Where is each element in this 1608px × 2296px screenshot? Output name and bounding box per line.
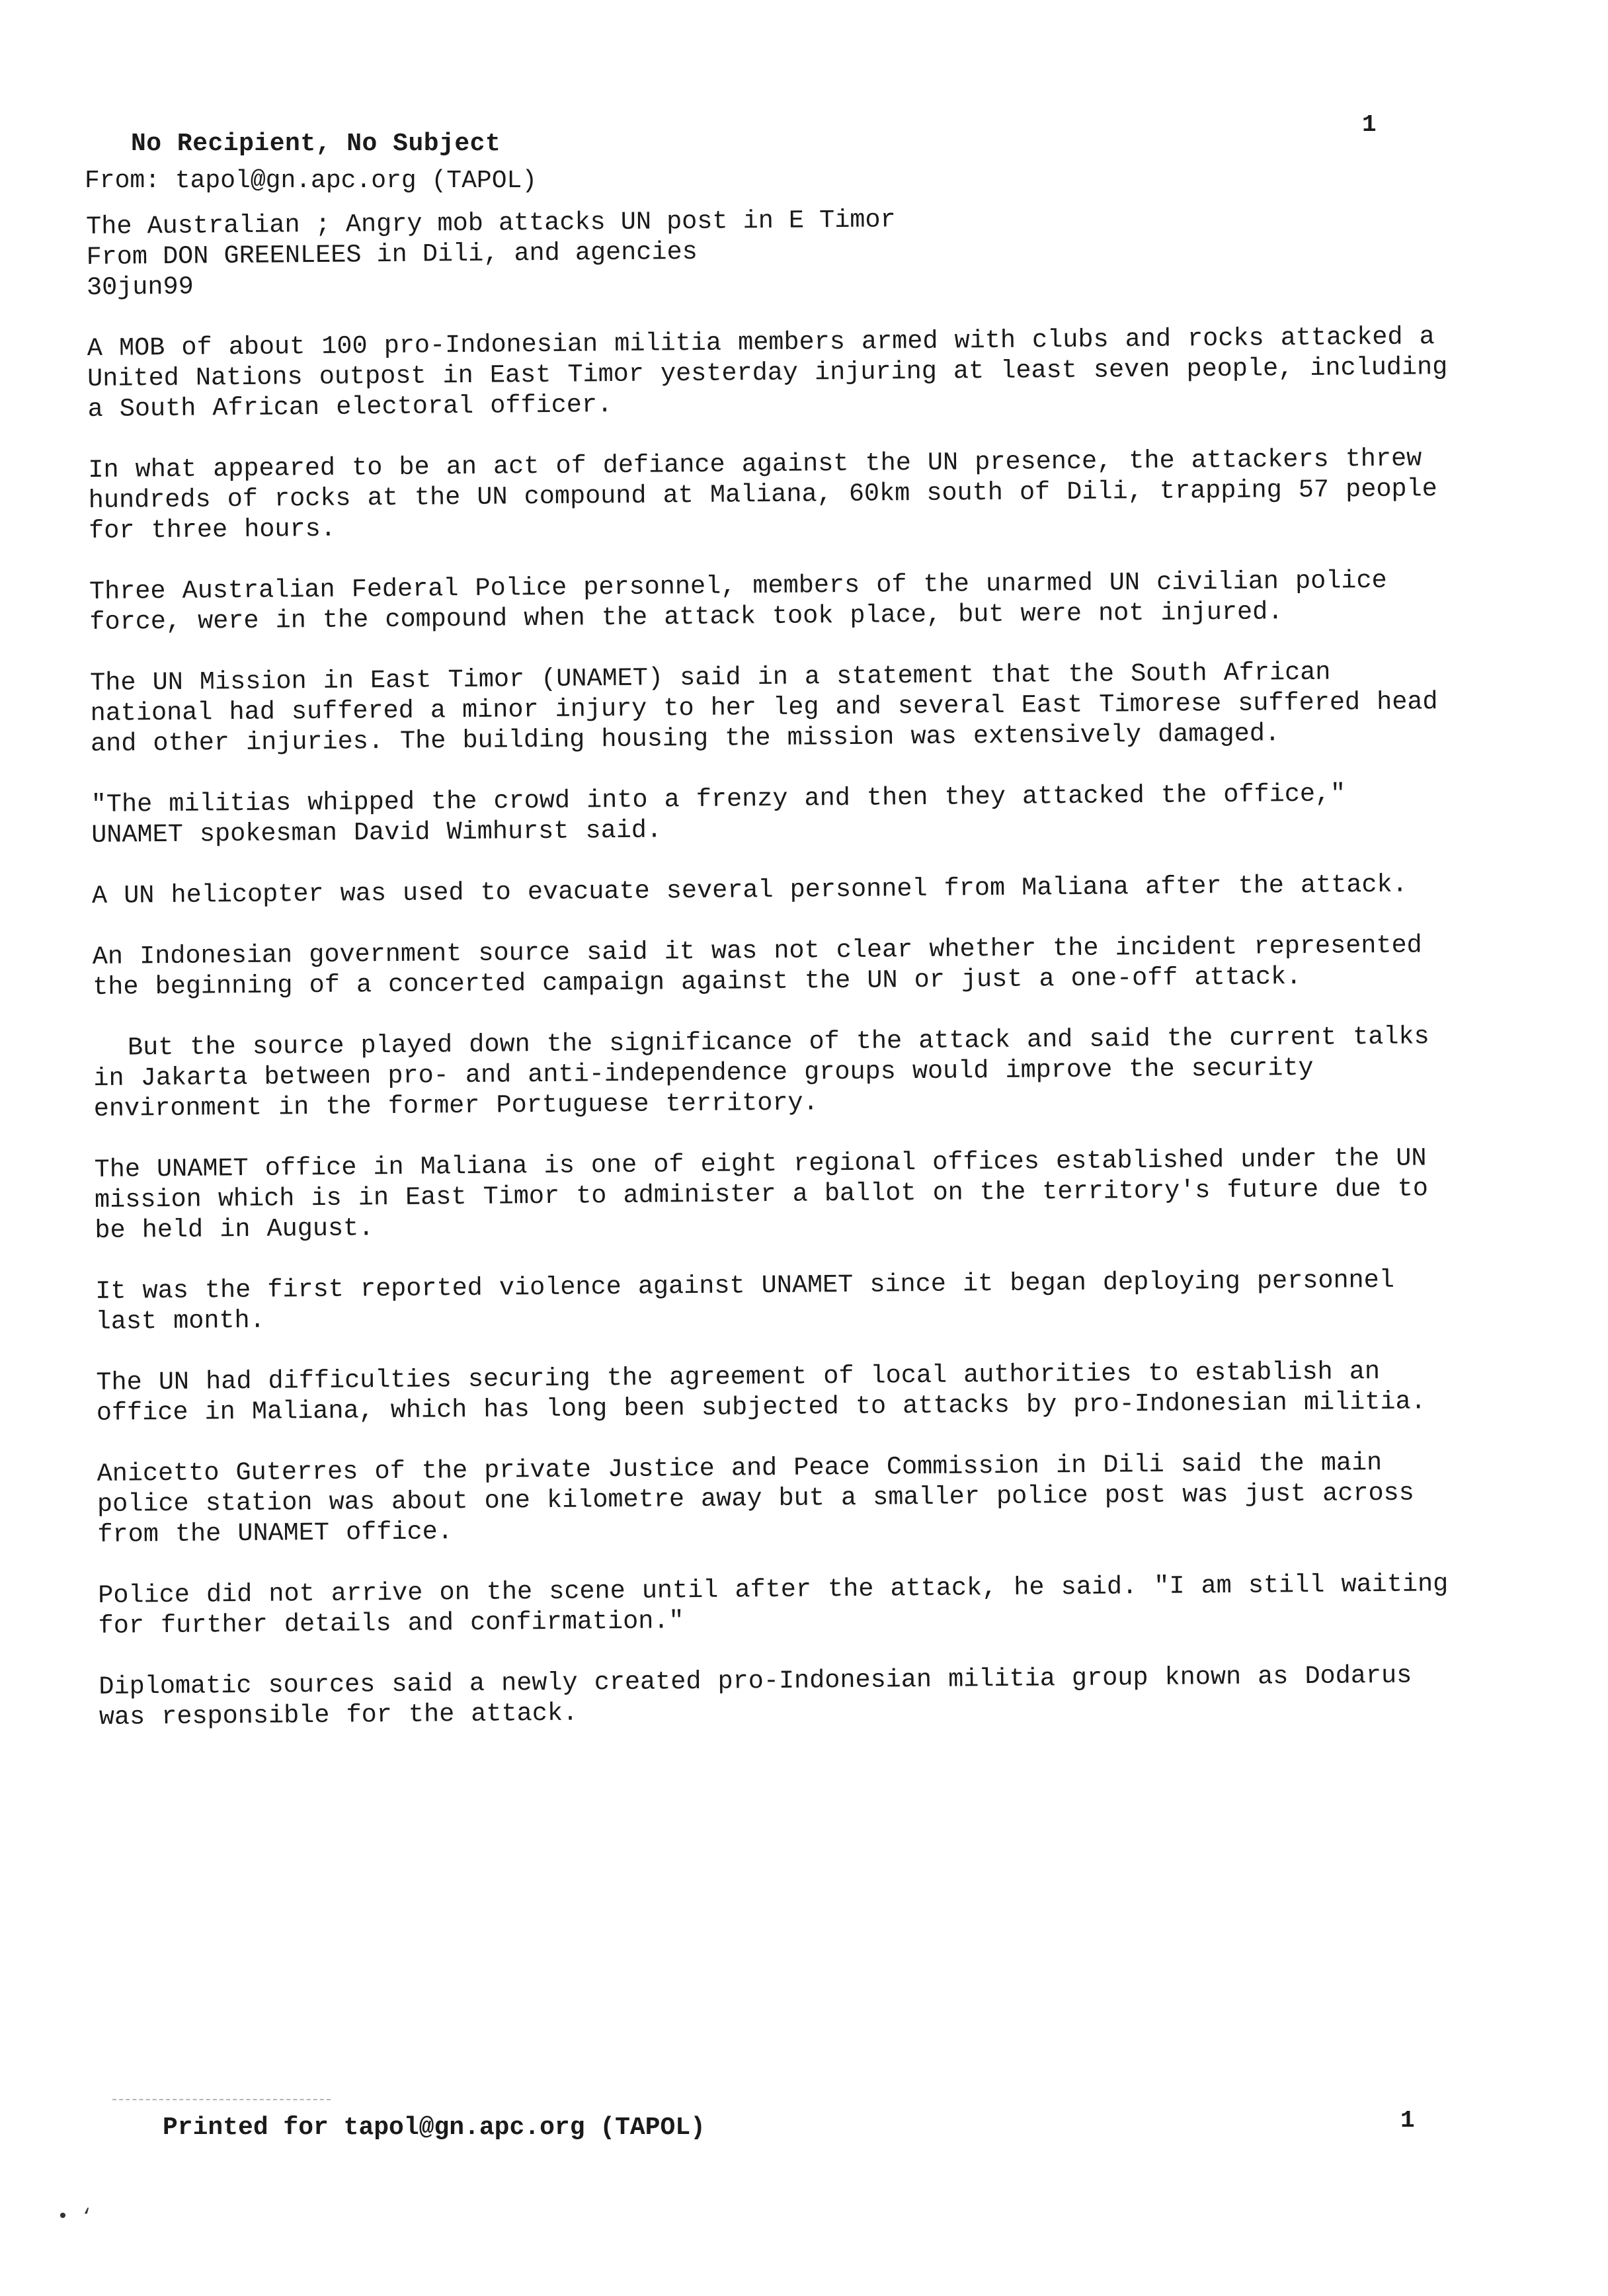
page-number-bottom: 1 <box>1400 2107 1415 2134</box>
paragraph-2: In what appeared to be an act of defiance against the UN presence, the attackers threw hundreds of rocks at the UN compound at Maliana, 60km south of Dili, trapping 57 people for three hours. <box>88 444 1437 546</box>
article-date: 30jun99 <box>86 272 194 302</box>
scan-mark: • ‘ <box>57 2206 93 2229</box>
paragraph-5: "The militias whipped the crowd into a frenzy and then they attacked the office," UNAMET spokesman David Wimhurst said. <box>91 779 1346 850</box>
paragraph-8: But the source played down the significance of the attack and said the current talks in Jakarta between pro- and anti-independence groups would improve the security environment in the former Portuguese territory. <box>93 1022 1429 1124</box>
document-title: No Recipient, No Subject <box>131 130 501 158</box>
paragraph-7: An Indonesian government source said it was not clear whether the incident represented the beginning of a concerted campaign against the UN or just a one-off attack. <box>92 930 1422 1002</box>
printed-for-footer: Printed for tapol@gn.apc.org (TAPOL) <box>163 2113 705 2142</box>
paragraph-3: Three Australian Federal Police personnel, members of the unarmed UN civilian police force, were in the compound when the attack took place, but were not injured. <box>89 565 1387 637</box>
paragraph-1: A MOB of about 100 pro-Indonesian militia members armed with clubs and rocks attacked a United Nations outpost in East Timor yesterday injuring at least seven people, including a South African electoral officer. <box>87 322 1448 424</box>
article-meta <box>86 200 1449 303</box>
paragraph-9: The UNAMET office in Maliana is one of eight regional offices established under the UN mission which is in East Timor to administer a ballot on the territory's future due to be held in August. <box>94 1143 1429 1245</box>
from-line: From: tapol@gn.apc.org (TAPOL) <box>85 167 538 195</box>
paragraph-13: Police did not arrive on the scene until after the attack, he said. "I am still waiting for further details and confirmation." <box>98 1569 1449 1641</box>
paragraph-14: Diplomatic sources said a newly created pro-Indonesian militia group known as Dodarus was responsible for the attack. <box>99 1660 1412 1732</box>
byline: From DON GREENLEES in Dili, and agencies <box>86 237 698 272</box>
page-number-top: 1 <box>1362 111 1377 138</box>
paragraph-11: The UN had difficulties securing the agreement of local authorities to establish an office in Maliana, which has long been subjected to attacks by pro-Indonesian militia. <box>96 1356 1426 1428</box>
paragraph-12: Anicetto Guterres of the private Justice and Peace Commission in Dili said the main police station was about one kilometre away but a smaller police post was just across from the UNAMET office. <box>97 1448 1415 1549</box>
paragraph-10: It was the first reported violence against UNAMET since it began deploying personnel last month. <box>95 1265 1395 1336</box>
article-body <box>86 200 1461 1763</box>
paragraph-6: A UN helicopter was used to evacuate several personnel from Maliana after the attack. <box>91 870 1408 911</box>
source-line: The Australian ; Angry mob attacks UN post in E Timor <box>86 205 896 241</box>
paragraph-4: The UN Mission in East Timor (UNAMET) said in a statement that the South African national had suffered a minor injury to her leg and several East Timorese suffered head and other injuries. The building housing the mission was extensively damaged. <box>90 657 1438 758</box>
footer-divider <box>112 2099 331 2100</box>
